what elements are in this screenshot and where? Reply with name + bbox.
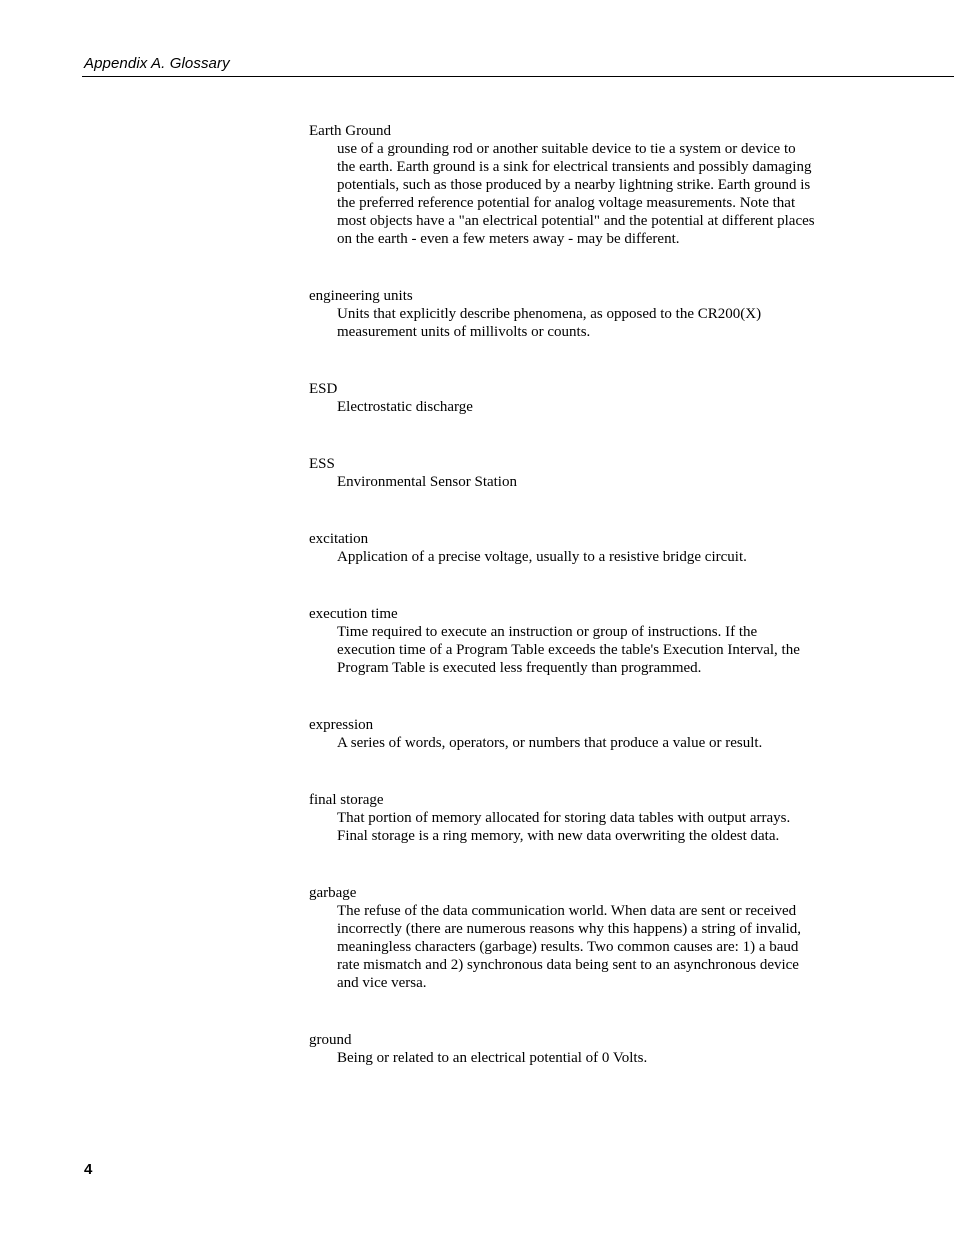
glossary-entry xyxy=(309,380,829,416)
glossary-entry xyxy=(309,530,829,566)
glossary-definition: That portion of memory allocated for storing data tables with output arrays. Final storage is a ring memory, with new data overwriting the oldest data. xyxy=(337,810,791,844)
glossary-term: expression xyxy=(309,717,374,733)
glossary-entry xyxy=(309,455,829,491)
glossary-definition: The refuse of the data communication world. When data are sent or received incorrectly (there are numerous reasons why this happens) a string of invalid, meaningless characters (garbage) results. Two common causes are: 1) a baud rate mismatch and 2) synchronous data being sent to an asynchronous device and vice versa. xyxy=(337,903,802,991)
glossary-definition: use of a grounding rod or another suitable device to tie a system or device to the earth. Earth ground is a sink for electrical transients and possibly damaging potentials, such as those produced by a nearby lightning strike. Earth ground is the preferred reference potential for analog voltage measurements. Note that most objects have a "an electrical potential" and the potential at different places on the earth - even a few meters away - may be different. xyxy=(337,141,815,247)
glossary-definition: Application of a precise voltage, usually to a resistive bridge circuit. xyxy=(337,549,747,565)
running-header: Appendix A. Glossary xyxy=(84,55,230,72)
glossary-definition: Being or related to an electrical potential of 0 Volts. xyxy=(337,1050,648,1066)
glossary-entry xyxy=(309,791,829,845)
glossary-term: ground xyxy=(309,1032,352,1048)
glossary-entry xyxy=(309,287,829,341)
glossary-definition: Time required to execute an instruction or group of instructions. If the execution time of a Program Table exceeds the table's Execution Interval, the Program Table is executed less frequently than programmed. xyxy=(337,624,800,676)
glossary-term: garbage xyxy=(309,885,357,901)
header-rule xyxy=(82,76,954,77)
glossary-list xyxy=(309,122,829,1106)
glossary-term: Earth Ground xyxy=(309,123,392,139)
glossary-entry xyxy=(309,1031,829,1067)
page-number: 4 xyxy=(84,1161,93,1178)
glossary-definition: A series of words, operators, or numbers that produce a value or result. xyxy=(337,735,763,751)
glossary-term: final storage xyxy=(309,792,384,808)
glossary-term: ESS xyxy=(309,456,335,472)
glossary-term: execution time xyxy=(309,606,398,622)
glossary-entry xyxy=(309,605,829,677)
glossary-term: engineering units xyxy=(309,288,413,304)
glossary-entry xyxy=(309,884,829,992)
glossary-entry xyxy=(309,716,829,752)
glossary-definition: Units that explicitly describe phenomena, as opposed to the CR200(X) measurement units of millivolts or counts. xyxy=(337,306,762,340)
glossary-definition: Electrostatic discharge xyxy=(337,399,473,415)
glossary-term: excitation xyxy=(309,531,369,547)
glossary-term: ESD xyxy=(309,381,338,397)
glossary-entry xyxy=(309,122,829,248)
glossary-definition: Environmental Sensor Station xyxy=(337,474,517,490)
